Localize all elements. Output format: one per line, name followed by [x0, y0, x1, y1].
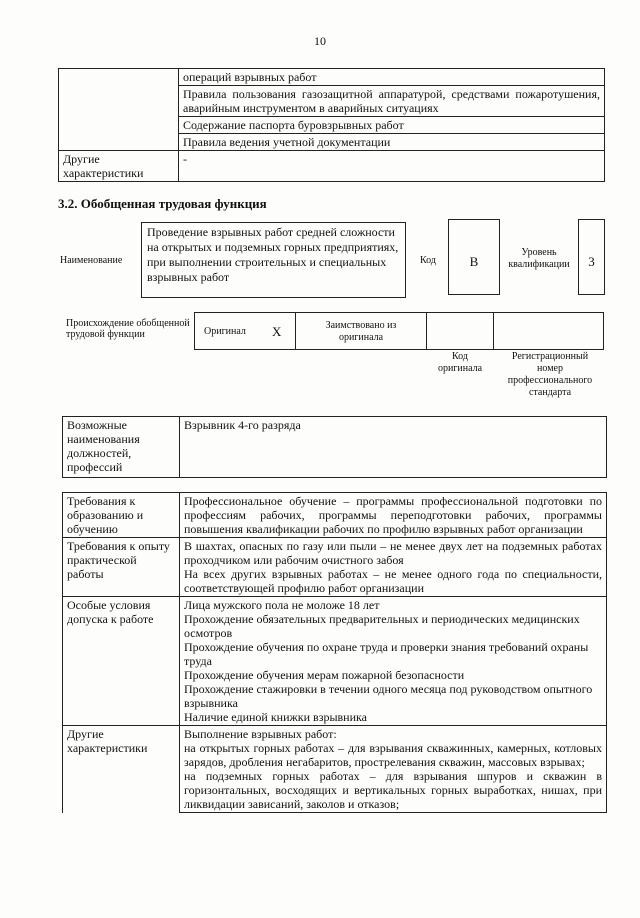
- code-caption: Код оригинала: [437, 351, 483, 374]
- requirement-label: Особые условия допуска к работе: [63, 597, 180, 726]
- positions-value: Взрывник 4-го разряда: [180, 417, 607, 478]
- requirement-label: Другие характеристики: [63, 726, 180, 813]
- requirement-text: Профессиональное обучение – программы профессиональной подготовки по профессиям рабочих, программы переподготовки рабочих, программы повышения квалификации рабочих по профилю взрывных работ организации: [180, 493, 607, 538]
- table-cell: операций взрывных работ: [179, 69, 605, 86]
- table-row: [59, 69, 605, 86]
- empty-label-cell: [59, 69, 179, 151]
- requirement-line: Прохождение стажировки в течении одного месяца под руководством опытного взрывника: [184, 682, 593, 710]
- original-label: Оригинал: [204, 326, 246, 337]
- requirement-line: Выполнение взрывных работ:: [184, 727, 337, 741]
- requirement-line: на открытых горных работах – для взрывания скважинных, камерных, котловых зарядов, дробления негабаритов, прострелевания скважин, массовых взрывах;: [184, 741, 602, 769]
- requirement-label: Требования к опыту практической работы: [63, 538, 180, 597]
- requirement-line: Прохождение обучения по охране труда и проверки знания требований охраны труда: [184, 640, 589, 668]
- other-value: -: [179, 151, 605, 182]
- table-row: [63, 417, 607, 478]
- table-cell: Правила пользования газозащитной аппаратурой, средствами пожаротушения, аварийным инструментом в аварийных ситуациях: [179, 86, 605, 117]
- name-label: Наименование: [60, 255, 123, 266]
- borrowed-label: Заимствовано из оригинала: [325, 320, 397, 343]
- requirements-table: [62, 492, 607, 813]
- level-value: 3: [578, 219, 605, 295]
- table-cell: Содержание паспорта буровзрывных работ: [179, 117, 605, 134]
- requirement-line: В шахтах, опасных по газу или пыли – не менее двух лет на подземных работах проходчиком или рабочим очистного забоя: [184, 539, 602, 567]
- origin-label: Происхождение обобщенной трудовой функции: [66, 318, 190, 340]
- requirement-text: [180, 538, 607, 597]
- divider: [493, 312, 494, 350]
- table-row: [63, 726, 607, 813]
- table-row: [59, 151, 605, 182]
- other-label: Другие характеристики: [59, 151, 179, 182]
- requirement-line: Прохождение обучения мерам пожарной безопасности: [184, 668, 465, 682]
- table-cell: Правила ведения учетной документации: [179, 134, 605, 151]
- section-title: 3.2. Обобщенная трудовая функция: [58, 196, 267, 211]
- page-number: 10: [314, 34, 326, 48]
- reg-caption: Регистрационный номер профессионального стандарта: [507, 351, 593, 398]
- requirement-text: [180, 597, 607, 726]
- divider: [295, 312, 296, 350]
- requirement-label: Требования к образованию и обучению: [63, 493, 180, 538]
- table-row: [63, 538, 607, 597]
- divider: [426, 312, 427, 350]
- code-label: Код: [420, 255, 436, 266]
- top-table: [58, 68, 605, 182]
- positions-table: [62, 416, 607, 478]
- table-row: [63, 493, 607, 538]
- requirement-line: Прохождение обязательных предварительных и периодических медицинских осмотров: [184, 612, 580, 640]
- original-mark: X: [272, 324, 282, 339]
- level-label: Уровень квалификации: [508, 247, 570, 270]
- table-row: [63, 597, 607, 726]
- requirement-line: на подземных горных работах – для взрывания шпуров и скважин в горизонтальных, восходящих и вертикальных горных выработках, нишах, при ликвидации зависаний, заколов и отказов;: [184, 769, 602, 811]
- requirement-line: Лица мужского пола не моложе 18 лет: [184, 598, 380, 612]
- code-value: B: [448, 219, 500, 295]
- positions-label: Возможные наименования должностей, профессий: [63, 417, 180, 478]
- requirement-text: [180, 726, 607, 813]
- name-value: Проведение взрывных работ средней сложности на открытых и подземных горных предприятиях, при выполнении строительных и специальных взрывных работ: [141, 222, 406, 298]
- requirement-line: Наличие единой книжки взрывника: [184, 710, 367, 724]
- requirement-line: На всех других взрывных работах – не менее одного года по специальности, соответствующей профилю работ организации: [184, 567, 602, 595]
